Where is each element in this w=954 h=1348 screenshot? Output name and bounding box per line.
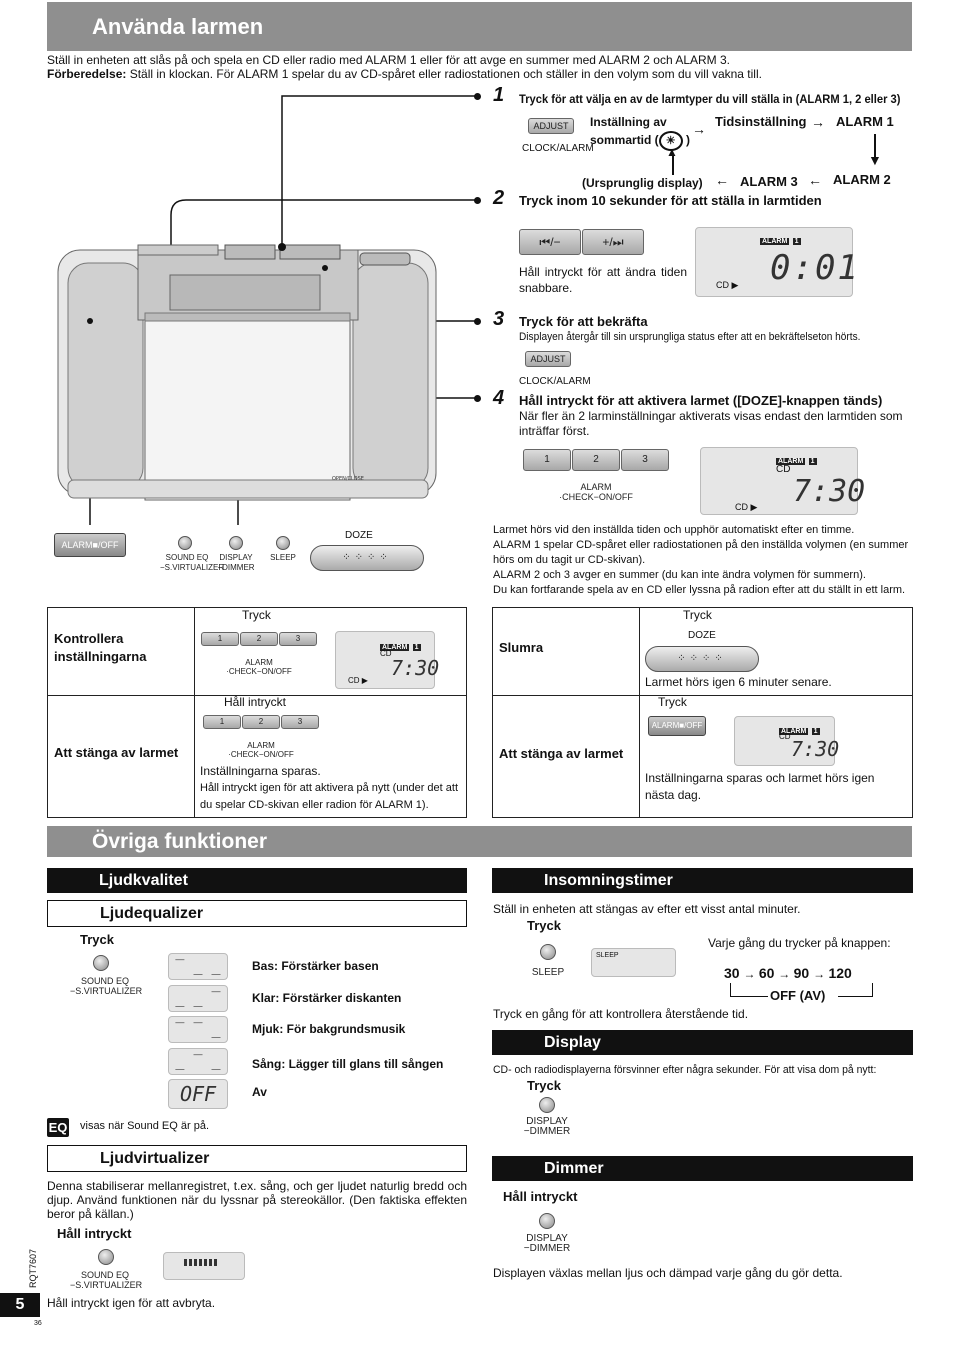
check-label: ·CHECK−ON/OFF — [559, 492, 633, 502]
eq-mode-clear: Klar: Förstärker diskanten — [252, 991, 402, 1005]
slumra-note: Larmet hörs igen 6 minuter senare. — [645, 675, 832, 689]
svg-text:OPEN/CLOSE: OPEN/CLOSE — [332, 476, 364, 482]
sound-eq-label — [160, 553, 225, 573]
step-3-text: Tryck för att bekräfta — [519, 314, 648, 329]
dimmer-text: −DIMMER — [523, 1126, 571, 1137]
sound-eq-text: SOUND EQ — [80, 1270, 129, 1280]
eq-indicator-note: visas när Sound EQ är på. — [80, 1120, 210, 1132]
clock-set-label: Tidsinställning — [715, 114, 807, 129]
slumra-doze-label: DOZE — [688, 630, 716, 641]
sound-eq-button-icon-2 — [98, 1249, 114, 1265]
sleep-button[interactable] — [276, 536, 290, 550]
lcd-cd: CD ▶ — [716, 280, 739, 290]
arrow-down-icon: ▼ — [868, 152, 882, 168]
row2-action: Håll intryckt — [224, 695, 287, 709]
step-3-number: 3 — [493, 308, 505, 330]
alarm-note: Du kan fortfarande spela av en CD eller lyssna på radion efter att du ställt in ett larm. — [493, 584, 906, 596]
lcd-time: 7:30 — [793, 474, 866, 509]
display-text: DISPLAY — [219, 553, 253, 562]
alarm-off-button-small: ALARM■/OFF — [648, 716, 706, 736]
step-2-number: 2 — [493, 187, 505, 209]
lcd-cd-label: CD — [776, 464, 791, 475]
s-virt-text: −S.VIRTUALIZER — [70, 986, 143, 996]
dimmer-header: Dimmer — [492, 1156, 913, 1181]
row1-label: Kontrollera inställningarna — [54, 631, 147, 664]
eq-mode-vocal: Sång: Lägger till glans till sången — [252, 1057, 444, 1071]
alarm-btn-3[interactable]: 3 — [621, 449, 669, 471]
eq-lcd-text: _ ‾ _ — [175, 1052, 221, 1070]
sleep-lcd-text: SLEEP — [596, 952, 619, 959]
alarm-label: ALARM — [247, 741, 275, 750]
alarm-check-label — [523, 482, 669, 502]
step-1-number: 1 — [493, 84, 505, 106]
bullet-4 — [474, 395, 481, 402]
doze-label: DOZE — [345, 530, 373, 541]
lcd-alarm-tag: ALARM — [382, 644, 408, 651]
alarm3-label: ALARM 3 — [740, 174, 798, 189]
equalizer-header: Ljudequalizer — [47, 900, 467, 927]
display-button-icon — [539, 1097, 555, 1113]
sleep-press-label: Tryck — [527, 918, 561, 933]
lcd-alarm-num: 1 — [794, 238, 799, 245]
step-2-text: Tryck inom 10 sekunder för att ställa in larmtiden — [519, 193, 822, 208]
sleep-check-note: Tryck en gång för att kontrollera återstående tid. — [493, 1007, 749, 1021]
eq-indicator-icon: EQ — [48, 1120, 68, 1135]
intro-text — [47, 53, 912, 81]
sleep-off: OFF (AV) — [770, 988, 826, 1003]
lcd-cd-label: CD — [779, 732, 791, 741]
device-illustration — [40, 85, 500, 525]
intro-line: Ställ in enheten att slås på och spela en CD eller radio med ALARM 1 eller för att avge en summer med ALARM 2 och ALARM 3. — [47, 53, 731, 67]
section-title-alarm: Använda larmen — [47, 2, 912, 51]
lcd-cd-play: CD ▶ — [735, 502, 758, 512]
slumra-label: Slumra — [499, 640, 544, 655]
bullet-1 — [474, 93, 481, 100]
check-label: ·CHECK−ON/OFF — [228, 750, 294, 759]
step-4-number: 4 — [493, 387, 505, 409]
eq-lcd-vocal — [168, 1048, 228, 1075]
original-display-label: (Ursprunglig display) — [582, 176, 703, 190]
row2-note2: Håll intryckt igen för att aktivera på nytt (under det att du spelar CD-skivan eller radion för ALARM 1). — [200, 782, 459, 811]
sleep-lcd — [591, 948, 676, 977]
alarm-label: ALARM — [580, 482, 612, 492]
eq-lcd-off — [168, 1079, 228, 1109]
eq-lcd-text: ‾ ‾ _ — [175, 1020, 221, 1038]
sound-quality-header: Ljudkvalitet — [47, 868, 467, 893]
eq-mode-bass: Bas: Förstärker basen — [252, 959, 379, 973]
cycle-line — [872, 983, 873, 997]
tl2-alarm-check — [203, 741, 319, 759]
alarm-off-button[interactable]: ALARM■/OFF — [54, 533, 126, 557]
display-header: Display — [492, 1030, 913, 1055]
cycle-line — [730, 983, 731, 997]
table-right — [492, 607, 913, 818]
table-left — [47, 607, 467, 818]
sleep-30: 30 — [724, 965, 740, 981]
eq-lcd-text: ‾ _ _ — [175, 957, 221, 975]
row2-note1: Inställningarna sparas. — [200, 764, 321, 778]
page-number: 5 — [0, 1293, 40, 1317]
clock-alarm-label-2: CLOCK/ALARM — [519, 376, 591, 387]
eq-mode-off: Av — [252, 1085, 267, 1099]
step-3-note: Displayen återgår till sin ursprungliga status efter att en bekräftelseton hörts. — [519, 331, 861, 343]
step-1-text: Tryck för att välja en av de larmtyper du vill ställa in (ALARM 1, 2 eller 3) — [519, 92, 901, 106]
s-virt-text: −S.VIRTUALIZER — [70, 1280, 143, 1290]
step-4-note: När fler än 2 larminställningar aktiverats visas endast den larmtiden som inträffar först. — [519, 409, 903, 438]
dst-line1: Inställning av — [590, 115, 667, 129]
eq-button-label — [70, 976, 143, 996]
sleep-each-press: Varje gång du trycker på knappen: — [708, 936, 891, 950]
stop-alarm-action: Tryck — [658, 695, 687, 709]
virt-lcd — [163, 1252, 245, 1280]
prep-label: Förberedelse: — [47, 67, 127, 81]
display-intro: CD- och radiodisplayerna försvinner efter några sekunder. För att visa dom på nytt: — [493, 1064, 877, 1076]
sleep-cycle: 30 → 60 → 90 → 120 — [724, 965, 852, 981]
lcd-time: 7:30 — [791, 737, 840, 761]
arrow-icon: → — [692, 121, 706, 137]
lcd-alarm-num: 1 — [810, 458, 815, 465]
bullet-2 — [474, 197, 481, 204]
dimmer-note: Displayen växlas mellan ljus och dämpad varje gång du gör detta. — [493, 1266, 843, 1280]
virtualizer-header: Ljudvirtualizer — [47, 1145, 467, 1172]
display-button-label — [520, 1117, 574, 1137]
sleep-90: 90 — [793, 965, 810, 981]
prep-line — [47, 67, 912, 81]
eq-lcd-soft — [168, 1016, 228, 1043]
sleep-label: SLEEP — [270, 553, 296, 562]
stop-alarm-note: Inställningarna sparas och larmet hörs igen nästa dag. — [645, 771, 875, 802]
display-press-label: Tryck — [527, 1078, 561, 1093]
dimmer-button-icon — [539, 1213, 555, 1229]
sleep-intro: Ställ in enheten att stängas av efter ett visst antal minuter. — [493, 902, 801, 916]
lcd-alarm-tag: ALARM — [781, 728, 807, 735]
prep-text: Ställ in klockan. För ALARM 1 spelar du av CD-spåret eller radiostationen och ställer in den volym som du vill vakna till. — [126, 67, 762, 81]
virt-button-label — [70, 1270, 143, 1290]
dst-line2: sommartid ( — [590, 133, 659, 148]
lcd-time: 7:30 — [391, 656, 440, 680]
sun-icon: ☀ — [659, 131, 683, 151]
eq-lcd-bass — [168, 953, 228, 980]
display-text: DISPLAY — [526, 1116, 568, 1127]
adjust-button-2[interactable]: ADJUST — [525, 351, 571, 367]
stop-alarm-label: Att stänga av larmet — [499, 746, 624, 761]
sound-eq-text: SOUND EQ — [80, 976, 129, 986]
sleep-button-icon — [540, 944, 556, 960]
eq-press-label: Tryck — [80, 932, 114, 947]
sound-eq-button-icon — [93, 955, 109, 971]
lcd-time: 0:01 — [770, 248, 860, 288]
alarm2-label: ALARM 2 — [833, 172, 891, 187]
alarm-note: Larmet hörs vid den inställda tiden och upphör automatiskt efter en timme. — [493, 524, 855, 536]
eq-mode-soft: Mjuk: För bakgrundsmusik — [252, 1022, 406, 1036]
lcd-alarm-num: 1 — [813, 728, 818, 735]
bullet-3 — [474, 318, 481, 325]
page-small-number: 36 — [34, 1320, 42, 1327]
arrow-up-icon: ▲ — [666, 145, 678, 159]
doze-button[interactable]: ⁘⁘⁘⁘ — [310, 545, 424, 571]
display-button[interactable] — [229, 536, 243, 550]
sleep-button-label: SLEEP — [531, 967, 565, 978]
alarm-label: ALARM — [245, 658, 273, 667]
alarm-btn-1[interactable]: 1 — [523, 449, 571, 471]
tl-lcd — [335, 631, 440, 689]
next-button[interactable]: +/⏭ — [582, 229, 644, 255]
arrow-icon: → — [811, 114, 825, 130]
tl2-btn-2: 2 — [242, 715, 280, 729]
dimmer-text: −DIMMER — [217, 563, 255, 572]
tl-alarm-check — [201, 658, 317, 676]
cycle-line — [838, 996, 872, 997]
lcd-alarm-num: 1 — [414, 644, 419, 651]
virtualizer-text: Denna stabiliserar mellanregistret, t.ex. sång, och ger ljudet naturlig bredd och djup. Använd funktionen när du lyssnar på stereokällor. (Den faktiska effekten beror på källan.) — [47, 1179, 467, 1221]
lcd-cd-label: CD — [380, 649, 392, 658]
virt-hold-label: Håll intryckt — [57, 1226, 132, 1241]
tl-btn-3: 3 — [279, 632, 317, 646]
arrow-left-icon: ← — [808, 172, 822, 188]
sleep-timer-header: Insomningstimer — [492, 868, 913, 893]
sleep-60: 60 — [758, 965, 775, 981]
s-virt-text: −S.VIRTUALIZER — [160, 563, 225, 572]
doc-code: RQT7607 — [28, 1248, 38, 1288]
step-2-hold-note: Håll intryckt för att ändra tiden snabbare. — [519, 265, 687, 295]
lcd-alarm-tag: ALARM — [778, 458, 804, 465]
arrow-left-icon: ← — [715, 172, 729, 188]
alarm-note: ALARM 2 och 3 avger en summer (du kan inte ändra volymen för summern). — [493, 569, 866, 581]
cycle-line — [730, 996, 768, 997]
prev-button[interactable]: ⏮/− — [519, 229, 581, 255]
tl-btn-1: 1 — [201, 632, 239, 646]
lcd-alarm-tag: ALARM — [762, 238, 788, 245]
check-label: ·CHECK−ON/OFF — [226, 667, 292, 676]
alarm1-label: ALARM 1 — [836, 114, 894, 129]
tl2-btn-3: 3 — [281, 715, 319, 729]
tl-btn-2: 2 — [240, 632, 278, 646]
alarm-btn-2[interactable]: 2 — [572, 449, 620, 471]
eq-lcd-text: _ _ ‾ — [175, 989, 221, 1007]
dimmer-text: −DIMMER — [523, 1243, 571, 1254]
tr-lcd — [734, 716, 840, 766]
row2-label: Att stänga av larmet — [54, 745, 179, 760]
virt-cancel-note: Håll intryckt igen för att avbryta. — [47, 1296, 216, 1310]
sound-eq-button[interactable] — [178, 536, 192, 550]
alarm-notes — [493, 523, 913, 598]
eq-lcd-text: OFF — [179, 1082, 217, 1106]
adjust-button[interactable]: ADJUST — [528, 118, 574, 134]
lcd-step4 — [700, 447, 866, 515]
lcd-cd-play: CD ▶ — [348, 676, 368, 685]
sound-eq-text: SOUND EQ — [165, 553, 209, 562]
alarm-note: ALARM 1 spelar CD-spåret eller radiostationen på den inställda volymen (en summer hörs om du tagit ur CD-skivan). — [493, 539, 909, 566]
dst-label: Inställning av sommartid ( ☀ ) — [590, 113, 690, 151]
clock-alarm-label: CLOCK/ALARM — [522, 143, 594, 154]
dimmer-hold-label: Håll intryckt — [503, 1189, 578, 1204]
display-text: DISPLAY — [526, 1233, 568, 1244]
sleep-120: 120 — [828, 965, 852, 981]
dimmer-button-label — [520, 1234, 574, 1254]
tl2-btn-1: 1 — [203, 715, 241, 729]
slumra-action: Tryck — [683, 608, 712, 622]
lcd-step2 — [695, 227, 860, 297]
doze-button-small: ⁘⁘⁘⁘ — [645, 646, 759, 672]
display-label — [214, 553, 258, 573]
eq-lcd-clear — [168, 985, 228, 1012]
step-4-text: Håll intryckt för att aktivera larmet ([DOZE]-knappen tänds) — [519, 393, 883, 408]
row1-action: Tryck — [242, 608, 271, 622]
section-title-other: Övriga funktioner — [47, 826, 912, 857]
